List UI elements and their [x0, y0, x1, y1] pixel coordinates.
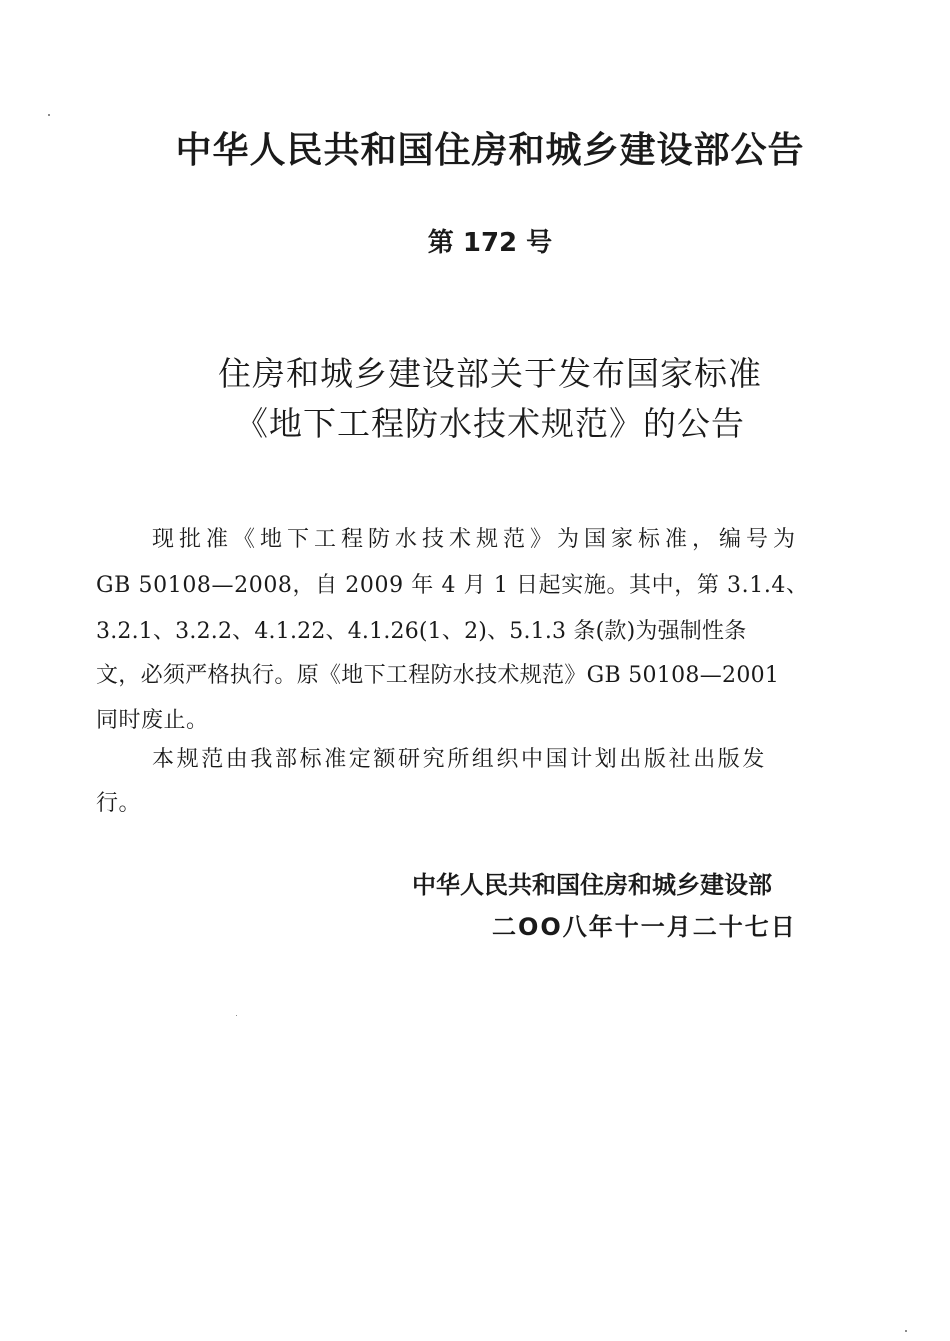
announcement-title: 中华人民共和国住房和城乡建设部公告 — [175, 130, 805, 171]
paragraph-1-line-3: 3.2.1、3.2.2、4.1.22、4.1.26(1、2)、5.1.3 条(款)为强制性条 — [96, 619, 747, 644]
issuing-organization: 中华人民共和国住房和城乡建设部 — [412, 871, 772, 899]
paragraph-1-line-4: 文，必须严格执行。原《地下工程防水技术规范》GB 50108—2001 — [96, 663, 780, 688]
subtitle-line-2: 《地下工程防水技术规范》的公告 — [235, 404, 745, 443]
announcement-number: 第 172 号 — [427, 228, 553, 258]
scan-speck — [48, 114, 50, 116]
subtitle-line-1: 住房和城乡建设部关于发布国家标准 — [218, 354, 762, 393]
paragraph-1-line-1: 现批准《地下工程防水技术规范》为国家标准，编号为 — [152, 527, 801, 552]
paragraph-2-line-1: 本规范由我部标准定额研究所组织中国计划出版社出版发 — [152, 747, 768, 772]
paragraph-1-line-5: 同时废止。 — [96, 708, 209, 733]
scan-speck — [236, 1015, 237, 1016]
issue-date: 二OO八年十一月二十七日 — [492, 913, 797, 941]
paragraph-2-line-2: 行。 — [96, 791, 142, 816]
scan-speck — [905, 1330, 907, 1332]
paragraph-1-line-2: GB 50108—2008，自 2009 年 4 月 1 日起实施。其中，第 3.1.4、 — [96, 573, 809, 598]
